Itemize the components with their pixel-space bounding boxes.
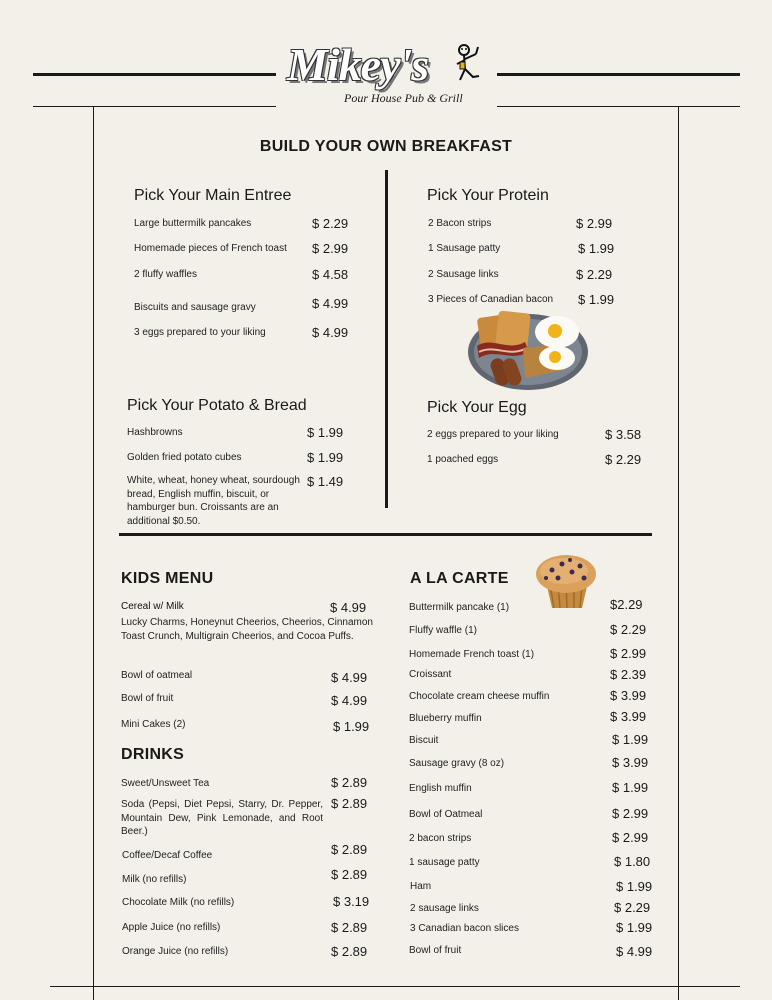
menu-item-price: $ 2.29 <box>576 267 613 282</box>
kids-menu-heading: KIDS MENU <box>121 570 214 587</box>
menu-item-name: Mini Cakes (2) <box>121 719 186 730</box>
menu-item-price: $ 1.99 <box>612 780 649 795</box>
menu-item-name: 1 Sausage patty <box>428 243 501 254</box>
a-la-carte-heading: A LA CARTE <box>410 570 509 587</box>
menu-item-price: $ 4.99 <box>331 693 368 708</box>
menu-item-name: Homemade French toast (1) <box>409 649 535 660</box>
main-entree-heading: Pick Your Main Entree <box>134 187 292 204</box>
frame-right <box>678 106 679 1000</box>
footer-rule <box>50 986 740 987</box>
stick-figure-icon <box>452 42 484 84</box>
menu-item-price: $ 4.58 <box>312 267 349 282</box>
menu-item-price: $ 4.99 <box>331 670 368 685</box>
menu-item-price: $ 4.99 <box>330 600 367 615</box>
drinks-heading: DRINKS <box>121 746 185 763</box>
menu-item-name: Biscuits and sausage gravy <box>134 302 256 313</box>
breakfast-plate-photo <box>467 308 589 392</box>
menu-item-price: $ 1.99 <box>578 241 615 256</box>
menu-item-price: $ 2.89 <box>331 775 368 790</box>
menu-item-name: 3 eggs prepared to your liking <box>134 327 266 338</box>
menu-item-price: $ 4.99 <box>312 325 349 340</box>
page-title: BUILD YOUR OWN BREAKFAST <box>259 138 513 155</box>
menu-item-price: $ 2.89 <box>331 796 368 811</box>
menu-item-price: $ 1.49 <box>307 474 344 489</box>
menu-item-name: 2 Sausage links <box>428 269 499 280</box>
menu-item-name: 1 poached eggs <box>427 454 499 465</box>
menu-item-name: Milk (no refills) <box>122 874 187 885</box>
menu-item-name: 2 sausage links <box>410 903 479 914</box>
menu-item-name: Golden fried potato cubes <box>127 452 242 463</box>
menu-item-name: Orange Juice (no refills) <box>122 946 229 957</box>
menu-item-name: 3 Pieces of Canadian bacon <box>428 294 554 305</box>
menu-item-name: 3 Canadian bacon slices <box>410 923 519 934</box>
menu-item-name: Ham <box>410 881 432 892</box>
menu-item-price: $ 1.99 <box>333 719 370 734</box>
menu-item-name: Chocolate cream cheese muffin <box>409 691 550 702</box>
menu-item-price: $ 4.99 <box>312 296 349 311</box>
protein-heading: Pick Your Protein <box>427 187 549 204</box>
menu-item-price: $ 2.29 <box>610 622 647 637</box>
header-rule-left <box>33 73 276 76</box>
menu-item-name: Bowl of Oatmeal <box>409 809 483 820</box>
menu-item-name: Fluffy waffle (1) <box>409 625 477 636</box>
menu-item-description: Lucky Charms, Honeynut Cheerios, Cheerios, Cinnamon Toast Crunch, Multigrain Cheerios, and Cocoa Puffs. <box>121 617 373 642</box>
menu-item-price: $ 2.89 <box>331 842 368 857</box>
header-rule-right-thin <box>497 106 740 107</box>
menu-item-name: 2 eggs prepared to your liking <box>427 429 559 440</box>
menu-item-price: $ 1.99 <box>578 292 615 307</box>
menu-item-price: $ 2.29 <box>614 900 651 915</box>
menu-item-name: Sweet/Unsweet Tea <box>121 778 210 789</box>
menu-item-name: 1 sausage patty <box>409 857 480 868</box>
menu-item-price: $ 1.99 <box>616 920 653 935</box>
menu-item-price: $ 1.99 <box>616 879 653 894</box>
menu-item-price: $ 2.99 <box>576 216 613 231</box>
menu-item-price: $ 2.89 <box>331 867 368 882</box>
menu-item-price: $ 1.99 <box>307 425 344 440</box>
menu-item-price: $ 2.89 <box>331 944 368 959</box>
menu-item-price: $ 3.99 <box>610 709 647 724</box>
menu-item-price: $ 3.19 <box>333 894 370 909</box>
menu-item-name: Sausage gravy (8 oz) <box>409 758 505 769</box>
menu-item-name: Bowl of oatmeal <box>121 670 193 681</box>
menu-item-name: White, wheat, honey wheat, sourdough bread, English muffin, biscuit, or hamburger bun. Croissants are an additional $0.50. <box>127 475 300 527</box>
menu-item-name: Apple Juice (no refills) <box>122 922 221 933</box>
menu-item-name: Soda (Pepsi, Diet Pepsi, Starry, Dr. Pepper, Mountain Dew, Pink Lemonade, and Root Beer.) <box>121 799 323 837</box>
menu-item-price: $ 2.29 <box>605 452 642 467</box>
menu-item-name: Coffee/Decaf Coffee <box>122 850 213 861</box>
menu-item-name: Bowl of fruit <box>121 693 174 704</box>
menu-item-price: $ 2.29 <box>312 216 349 231</box>
menu-item-name: Homemade pieces of French toast <box>134 243 287 254</box>
menu-item-name: Hashbrowns <box>127 427 183 438</box>
menu-item-price: $ 2.99 <box>610 646 647 661</box>
menu-item-name: Cereal w/ Milk <box>121 601 184 612</box>
frame-left <box>93 106 94 1000</box>
blueberry-muffin-photo <box>534 552 598 610</box>
menu-item-name: Croissant <box>409 669 452 680</box>
egg-heading: Pick Your Egg <box>427 399 527 416</box>
menu-item-name: Blueberry muffin <box>409 713 482 724</box>
menu-item-name: Biscuit <box>409 735 439 746</box>
menu-item-price: $ 2.39 <box>610 667 647 682</box>
menu-item-price: $ 1.99 <box>612 732 649 747</box>
menu-item-price: $2.29 <box>610 597 643 612</box>
menu-item-name: Large buttermilk pancakes <box>134 218 252 229</box>
menu-item-price: $ 2.99 <box>312 241 349 256</box>
menu-item-price: $ 1.99 <box>307 450 344 465</box>
menu-item-name: 2 Bacon strips <box>428 218 492 229</box>
section-divider <box>119 533 652 536</box>
menu-item-price: $ 2.99 <box>612 806 649 821</box>
menu-item-name: Buttermilk pancake (1) <box>409 602 510 613</box>
menu-item-name: 2 fluffy waffles <box>134 269 197 280</box>
logo-name: Mikey's <box>287 39 429 90</box>
menu-item-price: $ 4.99 <box>616 944 653 959</box>
menu-item-name: Bowl of fruit <box>409 945 462 956</box>
header-rule-right <box>497 73 740 76</box>
header-rule-left-thin <box>33 106 276 107</box>
menu-item-price: $ 3.58 <box>605 427 642 442</box>
menu-item-name: 2 bacon strips <box>409 833 472 844</box>
menu-item-price: $ 3.99 <box>610 688 647 703</box>
menu-item-price: $ 2.99 <box>612 830 649 845</box>
menu-item-price: $ 1.80 <box>614 854 651 869</box>
potato-bread-heading: Pick Your Potato & Bread <box>127 397 307 414</box>
menu-item-name: Chocolate Milk (no refills) <box>122 897 235 908</box>
menu-item-name: English muffin <box>409 783 472 794</box>
column-divider <box>385 170 388 508</box>
menu-item-price: $ 2.89 <box>331 920 368 935</box>
logo-subtitle: Pour House Pub & Grill <box>344 91 463 105</box>
menu-item-price: $ 3.99 <box>612 755 649 770</box>
